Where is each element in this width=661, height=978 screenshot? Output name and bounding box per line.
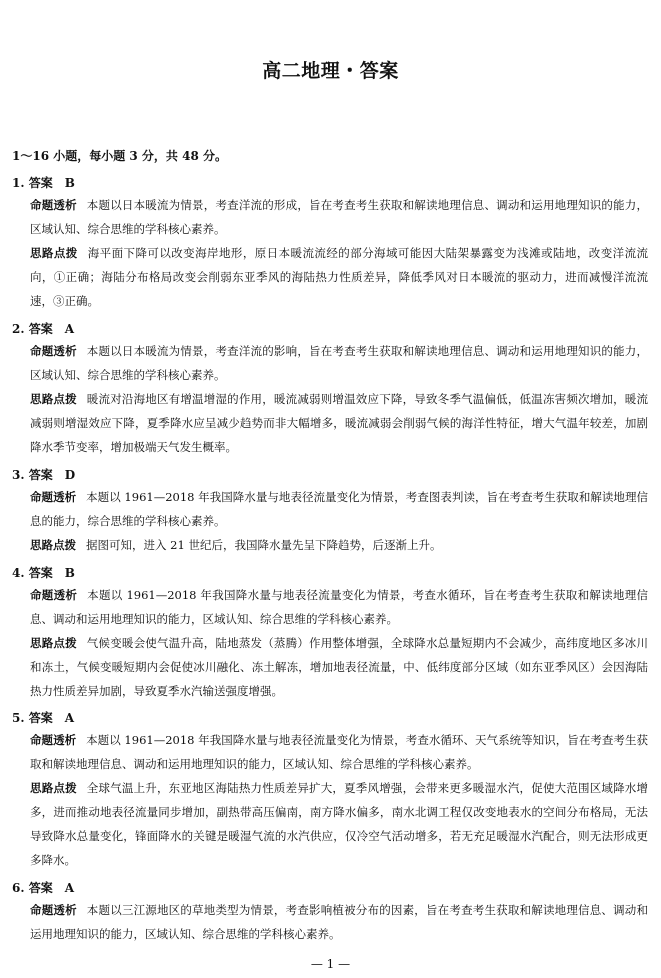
q6-analysis-label: 命题透析: [30, 903, 77, 917]
q5-answer: 5. 答案 A: [12, 711, 75, 725]
q1-hint: [30, 241, 648, 313]
q3-answer: 3. 答案 D: [12, 468, 76, 482]
q4-analysis: [30, 583, 648, 631]
q1-analysis-label: 命题透析: [30, 198, 77, 212]
section-intro: 1～16 小题，每小题 3 分，共 48 分。: [12, 149, 227, 163]
q2-hint: [30, 387, 648, 459]
q3-analysis: [30, 485, 648, 533]
q3-hint-label: 思路点拨: [30, 538, 76, 552]
q5-hint-label: 思路点拨: [30, 781, 77, 795]
q2-analysis-label: 命题透析: [30, 344, 77, 358]
q2-analysis-text: 本题以日本暖流为情景，考查洋流的影响，旨在考查考生获取和解读地理信息、调动和运用地理知识的能力，区域认知、综合思维的学科核心素养。: [30, 344, 649, 382]
q6-analysis: [30, 898, 648, 946]
q2-answer: 2. 答案 A: [12, 322, 75, 336]
q4-hint-text: 气候变暖会使气温升高，陆地蒸发（蒸腾）作用整体增强，全球降水总量短期内不会减少，高纬度地区多冰川和冻土，气候变暖短期内会促使冰川融化、冻土解冻，增加地表径流量，中、低纬度部分区域（如东亚季风区）会因海陆热力性质差异加剧，导致夏季水汽输送强度增强。: [30, 636, 649, 698]
q5-analysis-label: 命题透析: [30, 733, 77, 747]
q3-analysis-text: 本题以 1961—2018 年我国降水量与地表径流量变化为情景，考查图表判读，旨在考查考生获取和解读地理信息的能力，综合思维的学科核心素养。: [30, 490, 648, 528]
q4-analysis-text: 本题以 1961—2018 年我国降水量与地表径流量变化为情景，考查水循环，旨在考查考生获取和解读地理信息、调动和运用地理知识的能力，区域认知、综合思维的学科核心素养。: [30, 588, 649, 626]
q5-hint-text: 全球气温上升，东亚地区海陆热力性质差异扩大，夏季风增强，会带来更多暖湿水汽，促使大范围区域降水增多，进而推动地表径流量同步增加，副热带高压偏南，南方降水偏多，南水北调工程仅改变地表水的空间分布格局，无法导致降水总量变化，锋面降水的关键是暖湿气流的水汽供应，仅冷空气活动增多，若无充足暖湿水汽配合，则无法形成更多降水。: [30, 781, 649, 867]
q5-analysis: [30, 728, 648, 776]
q3-analysis-label: 命题透析: [30, 490, 77, 504]
q2-analysis: [30, 339, 648, 387]
q4-answer: 4. 答案 B: [12, 566, 75, 580]
q1-hint-label: 思路点拨: [30, 246, 78, 260]
q2-hint-label: 思路点拨: [30, 392, 77, 406]
q4-hint-label: 思路点拨: [30, 636, 77, 650]
q3-hint-text: 据图可知，进入 21 世纪后，我国降水量先呈下降趋势，后逐渐上升。: [86, 538, 442, 552]
q1-hint-text: 海平面下降可以改变海岸地形，原日本暖流流经的部分海域可能因大陆架暴露变为浅滩或陆地，改变洋流流向，①正确；海陆分布格局改变会削弱东亚季风的海陆热力性质差异，降低季风对日本暖流的驱动力，进而减慢洋流流速，③正确。: [30, 246, 649, 308]
q5-analysis-text: 本题以 1961—2018 年我国降水量与地表径流量变化为情景，考查水循环、天气系统等知识，旨在考查考生获取和解读地理信息、调动和运用地理知识的能力，区域认知、综合思维的学科核心素养。: [30, 733, 648, 771]
q1-analysis-text: 本题以日本暖流为情景，考查洋流的形成，旨在考查考生获取和解读地理信息、调动和运用地理知识的能力，区域认知、综合思维的学科核心素养。: [30, 198, 649, 236]
q4-hint: [30, 631, 648, 703]
page-title: 高二地理・答案: [262, 60, 399, 82]
q1-answer: 1. 答案 B: [12, 176, 75, 190]
q1-analysis: [30, 193, 648, 241]
q2-hint-text: 暖流对沿海地区有增温增湿的作用，暖流减弱则增温效应下降，导致冬季气温偏低，低温冻害频次增加，暖流减弱则增湿效应下降，夏季降水应呈减少趋势而非大幅增多，暖流减弱会削弱气候的海洋性特征，增大气温年较差，加剧降水季节变率，增加极端天气发生概率。: [30, 392, 649, 454]
q5-hint: [30, 776, 648, 872]
q4-analysis-label: 命题透析: [30, 588, 78, 602]
q6-analysis-text: 本题以三江源地区的草地类型为情景，考查影响植被分布的因素，旨在考查考生获取和解读地理信息、调动和运用地理知识的能力，区域认知、综合思维的学科核心素养。: [30, 903, 649, 941]
q6-answer: 6. 答案 A: [12, 881, 75, 895]
page-number: — 1 —: [310, 957, 351, 971]
q3-hint: [30, 533, 648, 557]
